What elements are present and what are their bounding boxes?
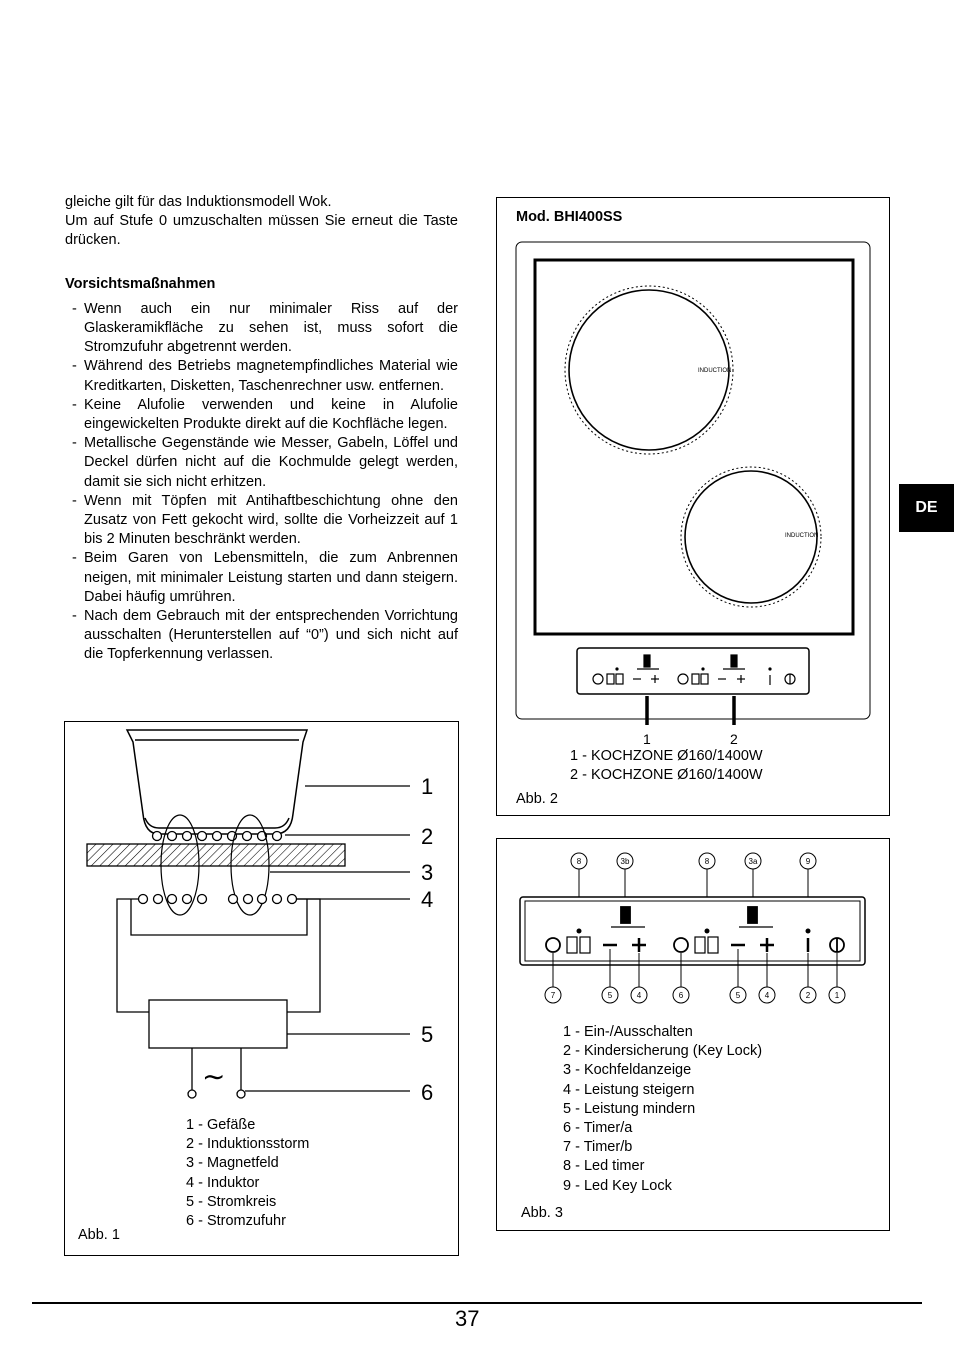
precautions-heading: Vorsichtsmaßnahmen — [65, 275, 216, 292]
callout-7: 7 — [550, 991, 556, 1000]
callout-leaders — [245, 786, 410, 1091]
callout-5: 5 — [607, 991, 613, 1000]
legend-item: 5 - Stromkreis — [186, 1193, 277, 1210]
bottom-callout-labels — [551, 991, 840, 1000]
legend-item: 6 - Timer/a — [563, 1120, 633, 1137]
legend-item: 1 - Ein-/Ausschalten — [563, 1024, 693, 1040]
callout-1: 1 — [834, 991, 840, 1000]
precaution-item: - Keine Alufolie verwenden und keine in Alufolie eingewickelten Produkte direkt auf die Kochfläche legen. — [65, 396, 458, 434]
legend-item: 3 - Magnetfeld — [186, 1155, 279, 1172]
marker-labels — [643, 731, 738, 747]
fig2-caption: Abb. 2 — [516, 791, 558, 807]
left-text-column — [65, 193, 458, 665]
bottom-callout-circles — [545, 987, 845, 1003]
glass-ceramic-plate — [87, 844, 345, 866]
precaution-item: - Während des Betriebs magnetempfindliches Material wie Kreditkarten, Disketten, Taschenrechner usw. entfernen. — [65, 357, 458, 395]
precautions-list — [65, 300, 458, 665]
legend-item: 3 - Kochfeldanzeige — [563, 1062, 692, 1079]
callout-9: 9 — [805, 857, 811, 866]
precaution-item: - Nach dem Gebrauch mit der entsprechenden Vorrichtung ausschalten (Herunterstellen auf “0”) und sich nicht auf die Topferkennung verlassen. — [65, 607, 458, 665]
legend-item: 1 - Gefäße — [186, 1117, 256, 1133]
fig3-caption: Abb. 3 — [521, 1205, 563, 1221]
precaution-item: - Wenn mit Töpfen mit Antihaftbeschichtung ohne den Zusatz von Fett gekocht wird, sollte die Vorheizzeit auf 1 bis 2 Minuten beschränkt werden. — [65, 492, 458, 550]
ac-symbol: ∼ — [202, 1061, 226, 1092]
intro-line-1: gleiche gilt für das Induktionsmodell Wok. — [65, 194, 332, 210]
legend-item: 6 - Stromzufuhr — [186, 1213, 286, 1230]
callout-8: 8 — [576, 857, 582, 866]
control-panel — [577, 648, 809, 694]
callout-2: 2 — [805, 991, 811, 1000]
model-title: Mod. BHI400SS — [516, 209, 623, 225]
legend-item: 1 - KOCHZONE Ø160/1400W — [570, 748, 763, 764]
fig1-caption: Abb. 1 — [78, 1227, 120, 1243]
legend-item: 5 - Leistung mindern — [563, 1100, 696, 1117]
fig1-legend — [186, 1116, 309, 1231]
intro-line-2: Um auf Stufe 0 umzuschalten müssen Sie erneut die Taste drücken. — [65, 213, 458, 249]
callout-6: 6 — [421, 1080, 434, 1105]
callout-3b: 3b — [620, 857, 630, 866]
top-callout-labels — [577, 857, 811, 866]
top-callout-circles — [571, 853, 816, 869]
pot-coil-circles — [153, 832, 282, 841]
callout-3a: 3a — [748, 857, 758, 866]
legend-item: 4 - Leistung steigern — [563, 1081, 695, 1098]
legend-item: 2 - Kindersicherung (Key Lock) — [563, 1043, 763, 1060]
legend-item: 2 - KOCHZONE Ø160/1400W — [570, 767, 763, 784]
figure-3-control-panel — [496, 838, 890, 1231]
callout-4: 4 — [421, 887, 434, 912]
precaution-item: - Beim Garen von Lebensmitteln, die zum Anbrennen neigen, mit minimaler Leistung starten und dann steigern. Dabei häufig umrühren. — [65, 549, 458, 607]
callout-8: 8 — [704, 857, 710, 866]
legend-item: 2 - Induktionsstorm — [186, 1136, 310, 1153]
precaution-item: - Metallische Gegenstände wie Messer, Gabeln, Löffel und Deckel dürfen nicht auf die Kochmulde gelegt werden, damit sie sich nicht erhitzen. — [65, 434, 458, 492]
callout-6: 6 — [678, 991, 684, 1000]
callout-4: 4 — [636, 991, 642, 1000]
callout-5: 5 — [421, 1022, 434, 1047]
zone-1-label: INDUCTION — [698, 368, 732, 374]
legend-item: 9 - Led Key Lock — [563, 1177, 672, 1194]
legend-item: 4 - Induktor — [186, 1174, 260, 1191]
legend-item: 8 - Led timer — [563, 1158, 645, 1175]
precaution-item: - Wenn auch ein nur minimaler Riss auf der Glaskeramikfläche zu sehen ist, muss sofort die Stromzufuhr abgetrennt werden. — [65, 300, 458, 358]
language-tab: DE — [899, 484, 954, 532]
pot-drawing — [127, 730, 307, 834]
legend-item: 7 - Timer/b — [563, 1139, 633, 1156]
marker-1: 1 — [643, 731, 651, 747]
figure-2-hob-model — [496, 197, 890, 816]
callout-1: 1 — [421, 774, 434, 799]
fig2-legend — [570, 747, 763, 785]
fig3-legend — [563, 1023, 762, 1196]
page-number: 37 — [455, 1306, 480, 1331]
callout-5: 5 — [735, 991, 741, 1000]
footer-rule — [32, 1302, 922, 1304]
callout-numbers — [421, 774, 433, 1105]
marker-2: 2 — [730, 731, 738, 747]
callout-2: 2 — [421, 824, 434, 849]
callout-4: 4 — [764, 991, 770, 1000]
zone-2-label: INDUCTION — [785, 533, 819, 539]
figure-1-induction-principle — [64, 721, 459, 1256]
hob-top-view — [497, 198, 889, 815]
inductor-coils — [139, 895, 297, 904]
panel-outline — [520, 897, 865, 965]
callout-3: 3 — [421, 860, 434, 885]
